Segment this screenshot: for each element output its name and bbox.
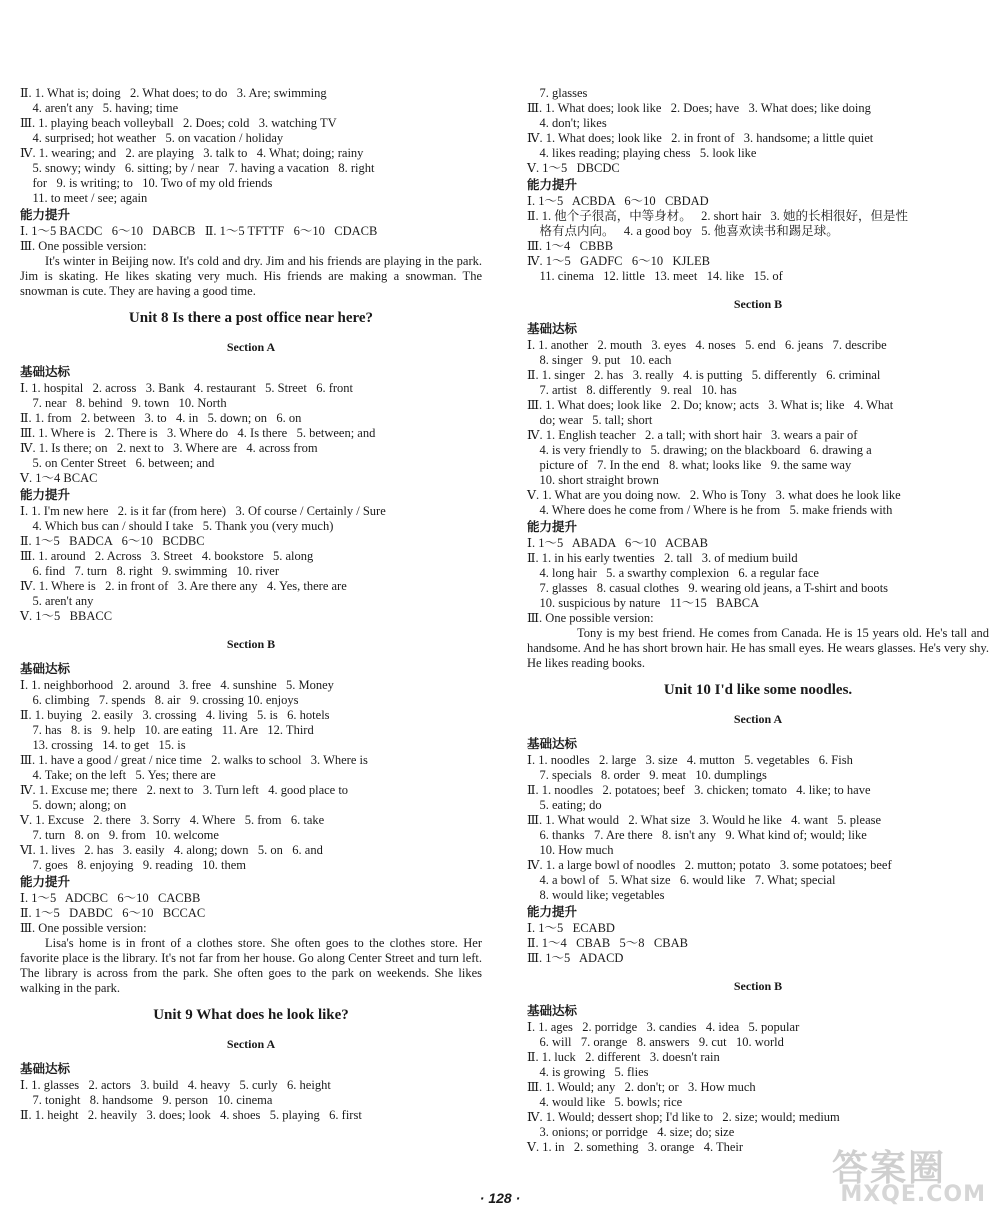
answer-line: Ⅰ. 1. hospital 2. across 3. Bank 4. restaurant 5. Street 6. front — [20, 381, 354, 395]
answer-line: 7. specials 8. order 9. meat 10. dumplings — [527, 768, 767, 782]
answer-line: Ⅱ. 1. buying 2. easily 3. crossing 4. living 5. is 6. hotels — [20, 708, 330, 722]
answer-line: 5. eating; do — [527, 798, 602, 812]
answer-line: Ⅱ. 1. height 2. heavily 3. does; look 4. shoes 5. playing 6. first — [20, 1108, 362, 1122]
answer-line: 6. thanks 7. Are there 8. isn't any 9. What kind of; would; like — [527, 828, 867, 842]
ability-heading: 能力提升 — [527, 177, 578, 192]
answer-line: 7. has 8. is 9. help 10. are eating 11. Are 12. Third — [20, 723, 314, 737]
answer-line: 4. a bowl of 5. What size 6. would like 7. What; special — [527, 873, 836, 887]
answer-line: Ⅲ. One possible version: — [527, 611, 654, 625]
unit8-title: Unit 8 Is there a post office near here? — [128, 310, 374, 326]
answer-line: Ⅲ. 1. Where is 2. There is 3. Where do 4. Is there 5. between; and — [20, 426, 376, 440]
answer-line: 10. How much — [527, 843, 614, 857]
answer-line: Ⅲ. 1. playing beach volleyball 2. Does; cold 3. watching TV — [20, 116, 337, 130]
answer-line: 4. Where does he come from / Where is he from 5. make friends with — [527, 503, 893, 517]
answer-line: Ⅰ. 1～5 ECABD — [527, 921, 615, 935]
unit9-a-ability-answers — [527, 194, 989, 284]
answer-line: 7. glasses — [527, 86, 588, 100]
answer-line: 5. on Center Street 6. between; and — [20, 456, 215, 470]
answer-line: Ⅳ. 1. What does; look like 2. in front of 3. handsome; a little quiet — [527, 131, 874, 145]
answer-line: 3. onions; or porridge 4. size; do; size — [527, 1125, 735, 1139]
answer-line: 7. turn 8. on 9. from 10. welcome — [20, 828, 219, 842]
answer-line: 4. is growing 5. flies — [527, 1065, 649, 1079]
answer-line: 7. tonight 8. handsome 9. person 10. cinema — [20, 1093, 273, 1107]
answer-line: Ⅲ. 1. around 2. Across 3. Street 4. bookstore 5. along — [20, 549, 314, 563]
answer-line: 5. aren't any — [20, 594, 94, 608]
answer-line: 格有点内向。 4. a good boy 5. 他喜欢读书和踢足球。 — [527, 224, 839, 238]
answer-line: 5. down; along; on — [20, 798, 127, 812]
answer-line: 4. aren't any 5. having; time — [20, 101, 179, 115]
answer-line: Ⅰ. 1. ages 2. porridge 3. candies 4. idea 5. popular — [527, 1020, 800, 1034]
answer-line: 4. Take; on the left 5. Yes; there are — [20, 768, 216, 782]
unit10-b-basic-answers — [527, 1020, 989, 1155]
answer-line: Ⅳ. 1. English teacher 2. a tall; with short hair 3. wears a pair of — [527, 428, 858, 442]
answer-line: Ⅲ. 1～5 ADACD — [527, 951, 624, 965]
watermark-url: MXQE.COM — [840, 1182, 986, 1207]
answer-line: 4. is very friendly to 5. drawing; on the blackboard 6. drawing a — [527, 443, 872, 457]
ability-heading: 能力提升 — [20, 487, 71, 502]
answer-line: for 9. is writing; to 10. Two of my old friends — [20, 176, 273, 190]
basic-heading: 基础达标 — [527, 321, 578, 336]
answer-line: 7. goes 8. enjoying 9. reading 10. them — [20, 858, 247, 872]
answer-line: Ⅰ. 1. neighborhood 2. around 3. free 4. sunshine 5. Money — [20, 678, 334, 692]
answer-line: Ⅴ. 1～5 DBCDC — [527, 161, 620, 175]
answer-line: Ⅰ. 1. I'm new here 2. is it far (from here) 3. Of course / Certainly / Sure — [20, 504, 386, 518]
answer-line: 4. likes reading; playing chess 5. look like — [527, 146, 757, 160]
answer-line: Ⅳ. 1. Is there; on 2. next to 3. Where are 4. across from — [20, 441, 318, 455]
answer-line: 8. singer 9. put 10. each — [527, 353, 672, 367]
answer-line: do; wear 5. tall; short — [527, 413, 653, 427]
answer-line: Ⅵ. 1. lives 2. has 3. easily 4. along; down 5. on 6. and — [20, 843, 323, 857]
ability-heading: 能力提升 — [527, 519, 578, 534]
answer-line: Ⅴ. 1. What are you doing now. 2. Who is Tony 3. what does he look like — [527, 488, 901, 502]
unit10-a-ability-answers — [527, 921, 989, 966]
basic-heading: 基础达标 — [20, 1061, 71, 1076]
answer-line: 13. crossing 14. to get 15. is — [20, 738, 186, 752]
answer-line: 4. would like 5. bowls; rice — [527, 1095, 683, 1109]
answer-line: Ⅲ. One possible version: — [20, 239, 147, 253]
answer-line: Ⅲ. 1. have a good / great / nice time 2. walks to school 3. Where is — [20, 753, 368, 767]
page-number: · 128 · — [479, 1190, 521, 1206]
unit9-b-basic-answers — [527, 338, 989, 518]
answer-line: Ⅳ. 1. Would; dessert shop; I'd like to 2. size; would; medium — [527, 1110, 840, 1124]
answer-line: Ⅲ. 1. Would; any 2. don't; or 3. How much — [527, 1080, 756, 1094]
unit10-title: Unit 10 I'd like some noodles. — [663, 682, 853, 698]
answer-line: Ⅳ. 1. a large bowl of noodles 2. mutton; potato 3. some potatoes; beef — [527, 858, 892, 872]
answer-line: Ⅱ. 1. What is; doing 2. What does; to do 3. Are; swimming — [20, 86, 327, 100]
answer-line: Ⅴ. 1～4 BCAC — [20, 471, 98, 485]
ability-heading: 能力提升 — [527, 904, 578, 919]
answer-line: Ⅱ. 1～4 CBAB 5～8 CBAB — [527, 936, 688, 950]
answer-line: picture of 7. In the end 8. what; looks like 9. the same way — [527, 458, 852, 472]
answer-line: 6. will 7. orange 8. answers 9. cut 10. world — [527, 1035, 784, 1049]
answer-line: Ⅲ. One possible version: — [20, 921, 147, 935]
answer-line: Ⅴ. 1～5 BBACC — [20, 609, 113, 623]
left-column — [20, 86, 482, 1123]
answer-line: 11. cinema 12. little 13. meet 14. like 15. of — [527, 269, 783, 283]
ability-heading: 能力提升 — [20, 207, 71, 222]
unit10-section-b-title: Section B — [733, 979, 783, 993]
unit8-a-basic-answers — [20, 381, 482, 486]
unit8-writing-sample: Lisa's home is in front of a clothes store. She often goes to the clothes store. Her favorite place is the library. It's not far from her house. Go along Center Street and turn left. The library is across from the park. She often goes to the park on weekends. She likes walking in the park. — [20, 936, 482, 995]
answer-line: 10. suspicious by nature 11～15 BABCA — [527, 596, 760, 610]
answer-line: 6. find 7. turn 8. right 9. swimming 10. river — [20, 564, 280, 578]
answer-line: Ⅲ. 1. What does; look like 2. Do; know; acts 3. What is; like 4. What — [527, 398, 894, 412]
answer-line: 11. to meet / see; again — [20, 191, 148, 205]
unit8-section-b-title: Section B — [226, 637, 276, 651]
answer-line: Ⅳ. 1～5 GADFC 6～10 KJLEB — [527, 254, 710, 268]
answer-line: Ⅴ. 1. in 2. something 3. orange 4. Their — [527, 1140, 744, 1154]
answer-line: 7. glasses 8. casual clothes 9. wearing old jeans, a T-shirt and boots — [527, 581, 889, 595]
answer-line: 4. Which bus can / should I take 5. Thank you (very much) — [20, 519, 334, 533]
unit8-b-ability-answers — [20, 891, 482, 936]
unit8-a-ability-answers — [20, 504, 482, 624]
answer-line: Ⅰ. 1. noodles 2. large 3. size 4. mutton 5. vegetables 6. Fish — [527, 753, 853, 767]
answer-line: Ⅰ. 1. another 2. mouth 3. eyes 4. noses 5. end 6. jeans 7. describe — [527, 338, 887, 352]
unit9-section-b-title: Section B — [733, 297, 783, 311]
unit9-a-basic-answers — [20, 1078, 482, 1123]
answer-line: Ⅲ. 1. What would 2. What size 3. Would he like 4. want 5. please — [527, 813, 882, 827]
answer-line: 4. don't; likes — [527, 116, 607, 130]
answer-line: 6. climbing 7. spends 8. air 9. crossing 10. enjoys — [20, 693, 299, 707]
unit8-b-basic-answers — [20, 678, 482, 873]
ability-heading: 能力提升 — [20, 874, 71, 889]
answer-line: Ⅲ. 1～4 CBBB — [527, 239, 614, 253]
answer-line: Ⅱ. 1. luck 2. different 3. doesn't rain — [527, 1050, 720, 1064]
unit7-ability-answers — [20, 224, 482, 254]
answer-line: 7. artist 8. differently 9. real 10. has — [527, 383, 737, 397]
answer-line: Ⅲ. 1. What does; look like 2. Does; have 3. What does; like doing — [527, 101, 871, 115]
answer-line: Ⅱ. 1～5 DABDC 6～10 BCCAC — [20, 906, 206, 920]
answer-line: Ⅰ. 1～5 ADCBC 6～10 CACBB — [20, 891, 201, 905]
answer-line: 4. long hair 5. a swarthy complexion 6. a regular face — [527, 566, 819, 580]
answer-line: 10. short straight brown — [527, 473, 659, 487]
answer-line: Ⅰ. 1～5 BACDC 6～10 DABCB Ⅱ. 1～5 TFTTF 6～10 CDACB — [20, 224, 378, 238]
answer-line: Ⅰ. 1～5 ACBDA 6～10 CBDAD — [527, 194, 709, 208]
answer-line: Ⅰ. 1. glasses 2. actors 3. build 4. heavy 5. curly 6. height — [20, 1078, 331, 1092]
answer-line: Ⅳ. 1. wearing; and 2. are playing 3. talk to 4. What; doing; rainy — [20, 146, 364, 160]
basic-heading: 基础达标 — [527, 1003, 578, 1018]
unit10-a-basic-answers — [527, 753, 989, 903]
unit9-a-answers-cont — [527, 86, 989, 176]
answer-line: Ⅳ. 1. Where is 2. in front of 3. Are there any 4. Yes, there are — [20, 579, 347, 593]
site-watermark-logo — [806, 1140, 986, 1208]
answer-line: 4. surprised; hot weather 5. on vacation / holiday — [20, 131, 284, 145]
unit7-writing-sample: It's winter in Beijing now. It's cold and dry. Jim and his friends are playing in the park. Jim is skating. He likes skating very much. His friends are making a snowman. The snowman is cute. They are having a good time. — [20, 254, 482, 298]
basic-heading: 基础达标 — [20, 364, 71, 379]
basic-heading: 基础达标 — [527, 736, 578, 751]
unit9-writing-sample: Tony is my best friend. He comes from Canada. He is 15 years old. He's tall and handsome. And he has short brown hair. He has small eyes. He wears glasses. He's very shy. He likes reading books. — [527, 626, 989, 670]
unit8-section-a-title: Section A — [226, 340, 276, 354]
answer-line: 8. would like; vegetables — [527, 888, 665, 902]
answer-line: Ⅱ. 1. from 2. between 3. to 4. in 5. down; on 6. on — [20, 411, 302, 425]
answer-line: 7. near 8. behind 9. town 10. North — [20, 396, 227, 410]
unit10-section-a-title: Section A — [733, 712, 783, 726]
answer-line: Ⅴ. 1. Excuse 2. there 3. Sorry 4. Where 5. from 6. take — [20, 813, 325, 827]
answer-line: Ⅱ. 1. singer 2. has 3. really 4. is putting 5. differently 6. criminal — [527, 368, 881, 382]
unit9-b-ability-answers — [527, 536, 989, 626]
answer-line: Ⅱ. 1. in his early twenties 2. tall 3. of medium build — [527, 551, 798, 565]
watermark-text: 答案圈 — [831, 1148, 946, 1189]
answer-line: Ⅱ. 1. noodles 2. potatoes; beef 3. chicken; tomato 4. like; to have — [527, 783, 871, 797]
unit7-sectionb-answers — [20, 86, 482, 206]
answer-line: Ⅱ. 1～5 BADCA 6～10 BCDBC — [20, 534, 205, 548]
answer-line: 5. snowy; windy 6. sitting; by / near 7. having a vacation 8. right — [20, 161, 375, 175]
right-column — [527, 86, 989, 1155]
unit9-section-a-title: Section A — [226, 1037, 276, 1051]
answer-line: Ⅳ. 1. Excuse me; there 2. next to 3. Turn left 4. good place to — [20, 783, 349, 797]
basic-heading: 基础达标 — [20, 661, 71, 676]
answer-line: Ⅰ. 1～5 ABADA 6～10 ACBAB — [527, 536, 709, 550]
unit9-title: Unit 9 What does he look like? — [153, 1007, 349, 1023]
answer-line: Ⅱ. 1. 他个子很高，中等身材。 2. short hair 3. 她的长相很好，但是性 — [527, 209, 909, 223]
